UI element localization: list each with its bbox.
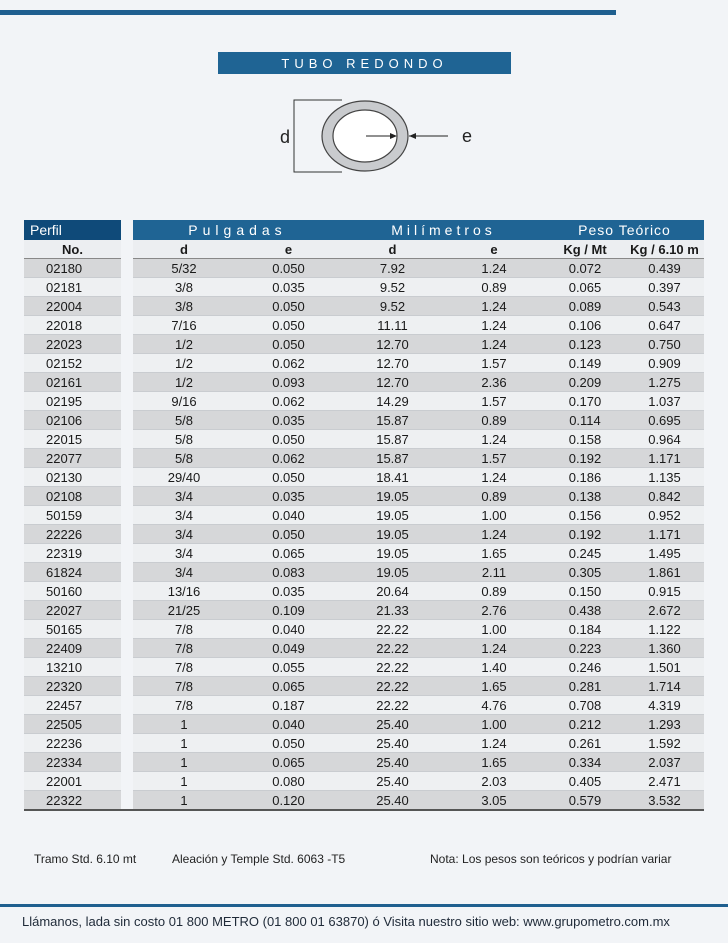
table-cell: 0.964 [625,430,704,449]
note-pesos: Nota: Los pesos son teóricos y podrían variar [430,852,672,866]
table-cell: 3/4 [133,525,235,544]
table-row [24,468,704,487]
table-row [24,734,704,753]
table-cell: 0.040 [235,715,342,734]
table-cell: 0.050 [235,259,342,278]
table-cell: 18.41 [342,468,443,487]
table-row [24,259,704,278]
table-cell: 1.24 [443,525,545,544]
table-cell: 22077 [24,449,121,468]
table-cell: 22236 [24,734,121,753]
table-cell: 0.149 [545,354,625,373]
footer-contact: Llámanos, lada sin costo 01 800 METRO (01 800 01 63870) ó Visita nuestro sitio web: www.grupometro.com.mx [22,914,670,929]
table-cell: 0.035 [235,411,342,430]
table-cell: 0.842 [625,487,704,506]
table-row [24,430,704,449]
table-cell: 0.050 [235,335,342,354]
table-cell: 1.65 [443,753,545,772]
table-cell: 13/16 [133,582,235,601]
table-cell: 1.65 [443,544,545,563]
table-cell: 0.050 [235,734,342,753]
table-cell: 0.89 [443,278,545,297]
table-cell: 0.050 [235,316,342,335]
table-cell: 22.22 [342,639,443,658]
table-cell: 2.471 [625,772,704,791]
table-cell: 50159 [24,506,121,525]
table-cell: 0.062 [235,449,342,468]
table-cell: 1.037 [625,392,704,411]
table-cell: 0.334 [545,753,625,772]
table-cell: 2.11 [443,563,545,582]
table-cell: 50160 [24,582,121,601]
table-row [24,449,704,468]
table-cell: 7/8 [133,620,235,639]
table-cell: 1.293 [625,715,704,734]
table-cell: 12.70 [342,354,443,373]
table-cell: 0.050 [235,430,342,449]
table-cell: 0.192 [545,525,625,544]
table-cell: 1.00 [443,620,545,639]
table-cell: 02108 [24,487,121,506]
table-cell: 25.40 [342,734,443,753]
table-cell: 1.171 [625,525,704,544]
column-header-row [24,240,704,259]
table-cell: 1.24 [443,335,545,354]
table-cell: 1.57 [443,354,545,373]
table-cell: 1.360 [625,639,704,658]
table-cell: 7/8 [133,677,235,696]
specs-table [24,240,704,811]
table-cell: 0.040 [235,620,342,639]
table-cell: 0.192 [545,449,625,468]
table-cell: 5/8 [133,430,235,449]
group-peso: Peso Teórico [578,222,671,238]
table-cell: 0.750 [625,335,704,354]
table-row [24,658,704,677]
table-cell: 1.122 [625,620,704,639]
group-pulgadas: Pulgadas [188,222,287,238]
table-cell: 0.120 [235,791,342,811]
table-cell: 0.080 [235,772,342,791]
table-cell: 9.52 [342,278,443,297]
table-cell: 15.87 [342,411,443,430]
table-cell: 02161 [24,373,121,392]
table-cell: 22457 [24,696,121,715]
table-cell: 0.109 [235,601,342,620]
table-cell: 2.03 [443,772,545,791]
table-cell: 02181 [24,278,121,297]
table-row [24,582,704,601]
table-cell: 7.92 [342,259,443,278]
table-cell: 1/2 [133,335,235,354]
table-cell: 3.05 [443,791,545,811]
table-cell: 0.246 [545,658,625,677]
table-body [24,259,704,811]
column-header: Kg / Mt [545,240,625,259]
table-cell: 0.261 [545,734,625,753]
table-cell: 22409 [24,639,121,658]
table-cell: 0.438 [545,601,625,620]
table-cell: 0.209 [545,373,625,392]
page-title: TUBO REDONDO [218,52,511,74]
table-cell: 0.89 [443,582,545,601]
table-cell: 1.24 [443,468,545,487]
table-cell: 1.24 [443,639,545,658]
table-row [24,696,704,715]
tube-cross-section-diagram [280,92,480,178]
table-cell: 0.89 [443,487,545,506]
table-cell: 0.281 [545,677,625,696]
table-row [24,525,704,544]
table-row [24,316,704,335]
table-cell: 1.24 [443,316,545,335]
table-row [24,563,704,582]
table-cell: 21/25 [133,601,235,620]
table-cell: 13210 [24,658,121,677]
table-cell: 0.245 [545,544,625,563]
table-cell: 2.76 [443,601,545,620]
table-cell: 1 [133,715,235,734]
table-cell: 7/8 [133,696,235,715]
table-row [24,411,704,430]
table-cell: 1.24 [443,297,545,316]
table-cell: 25.40 [342,753,443,772]
table-cell: 1.714 [625,677,704,696]
table-row [24,392,704,411]
table-cell: 0.405 [545,772,625,791]
table-row [24,506,704,525]
table-cell: 4.319 [625,696,704,715]
group-milimetros: Milímetros [391,222,496,238]
table-cell: 1.24 [443,734,545,753]
table-cell: 1/2 [133,354,235,373]
table-cell: 1.65 [443,677,545,696]
table-cell: 22.22 [342,620,443,639]
footer-rule [0,904,728,907]
table-row [24,715,704,734]
table-cell: 9/16 [133,392,235,411]
table-cell: 02152 [24,354,121,373]
table-cell: 22023 [24,335,121,354]
table-row [24,354,704,373]
table-cell: 0.050 [235,468,342,487]
table-cell: 0.543 [625,297,704,316]
table-cell: 3/4 [133,563,235,582]
table-cell: 0.579 [545,791,625,811]
note-tramo: Tramo Std. 6.10 mt [34,852,137,866]
table-cell: 1.861 [625,563,704,582]
top-rule [0,10,616,15]
table-cell: 22319 [24,544,121,563]
column-header: Kg / 6.10 m [625,240,704,259]
table-row [24,677,704,696]
table-cell: 22004 [24,297,121,316]
table-cell: 1 [133,734,235,753]
table-cell: 3/8 [133,278,235,297]
table-cell: 2.037 [625,753,704,772]
table-cell: 1.00 [443,715,545,734]
table-cell: 22.22 [342,658,443,677]
table-cell: 14.29 [342,392,443,411]
table-row [24,620,704,639]
table-cell: 0.114 [545,411,625,430]
table-cell: 25.40 [342,791,443,811]
table-cell: 0.040 [235,506,342,525]
table-cell: 02180 [24,259,121,278]
table-cell: 2.672 [625,601,704,620]
table-cell: 22.22 [342,696,443,715]
table-cell: 29/40 [133,468,235,487]
table-cell: 50165 [24,620,121,639]
table-cell: 0.065 [235,677,342,696]
table-cell: 25.40 [342,772,443,791]
table-cell: 0.695 [625,411,704,430]
table-cell: 0.089 [545,297,625,316]
table-cell: 5/32 [133,259,235,278]
table-cell: 12.70 [342,373,443,392]
column-header: No. [24,240,121,259]
table-cell: 0.035 [235,582,342,601]
table-row [24,335,704,354]
thickness-label: e [462,126,473,146]
table-cell: 1.495 [625,544,704,563]
table-cell: 0.062 [235,354,342,373]
table-cell: 22505 [24,715,121,734]
table-cell: 21.33 [342,601,443,620]
table-cell: 7/8 [133,658,235,677]
table-cell: 3/4 [133,487,235,506]
table-cell: 0.138 [545,487,625,506]
table-cell: 4.76 [443,696,545,715]
table-row [24,791,704,811]
table-cell: 0.072 [545,259,625,278]
table-cell: 0.065 [235,544,342,563]
table-cell: 3/4 [133,506,235,525]
table-cell: 19.05 [342,506,443,525]
table-row [24,753,704,772]
table-cell: 0.397 [625,278,704,297]
table-cell: 25.40 [342,715,443,734]
table-cell: 19.05 [342,563,443,582]
note-aleacion: Aleación y Temple Std. 6063 -T5 [172,852,346,866]
table-cell: 0.062 [235,392,342,411]
table-row [24,373,704,392]
table-cell: 1.275 [625,373,704,392]
group-perfil: Perfil [24,220,121,240]
table-cell: 22018 [24,316,121,335]
table-cell: 3/4 [133,544,235,563]
table-cell: 1.57 [443,449,545,468]
table-cell: 0.150 [545,582,625,601]
table-cell: 5/8 [133,411,235,430]
table-cell: 1.171 [625,449,704,468]
table-cell: 0.106 [545,316,625,335]
table-cell: 7/8 [133,639,235,658]
table-row [24,544,704,563]
table-cell: 0.049 [235,639,342,658]
table-cell: 1 [133,791,235,811]
column-header: e [443,240,545,259]
table-cell: 1.57 [443,392,545,411]
table-cell: 5/8 [133,449,235,468]
table-cell: 22027 [24,601,121,620]
table-cell: 0.184 [545,620,625,639]
table-row [24,278,704,297]
table-cell: 2.36 [443,373,545,392]
table-cell: 0.156 [545,506,625,525]
table-cell: 0.158 [545,430,625,449]
table-cell: 22322 [24,791,121,811]
column-header: d [342,240,443,259]
table-cell: 0.915 [625,582,704,601]
table-cell: 22001 [24,772,121,791]
table-cell: 0.647 [625,316,704,335]
table-row [24,772,704,791]
table-cell: 11.11 [342,316,443,335]
column-header: d [133,240,235,259]
table-cell: 0.305 [545,563,625,582]
table-cell: 0.055 [235,658,342,677]
table-cell: 22015 [24,430,121,449]
table-cell: 9.52 [342,297,443,316]
table-cell: 0.223 [545,639,625,658]
table-cell: 02195 [24,392,121,411]
table-cell: 22320 [24,677,121,696]
table-cell: 0.212 [545,715,625,734]
table-row [24,639,704,658]
table-row [24,601,704,620]
table-cell: 1.00 [443,506,545,525]
table-cell: 19.05 [342,544,443,563]
table-cell: 19.05 [342,525,443,544]
table-cell: 02130 [24,468,121,487]
table-cell: 3.532 [625,791,704,811]
column-header: e [235,240,342,259]
table-cell: 0.035 [235,278,342,297]
table-cell: 0.187 [235,696,342,715]
table-cell: 22.22 [342,677,443,696]
table-cell: 0.170 [545,392,625,411]
table-row [24,487,704,506]
table-cell: 19.05 [342,487,443,506]
specs-table-container [24,220,704,811]
table-cell: 0.050 [235,525,342,544]
table-row [24,297,704,316]
table-cell: 7/16 [133,316,235,335]
table-cell: 0.065 [545,278,625,297]
table-cell: 0.050 [235,297,342,316]
table-cell: 02106 [24,411,121,430]
table-cell: 22334 [24,753,121,772]
table-cell: 3/8 [133,297,235,316]
table-cell: 1.24 [443,430,545,449]
table-cell: 0.035 [235,487,342,506]
table-cell: 1 [133,753,235,772]
table-cell: 12.70 [342,335,443,354]
diameter-label: d [280,127,290,147]
table-cell: 0.093 [235,373,342,392]
table-cell: 1.592 [625,734,704,753]
table-cell: 0.065 [235,753,342,772]
table-cell: 1.40 [443,658,545,677]
table-cell: 0.439 [625,259,704,278]
table-cell: 0.186 [545,468,625,487]
table-cell: 20.64 [342,582,443,601]
table-cell: 15.87 [342,449,443,468]
group-header-row [24,220,704,240]
table-cell: 0.952 [625,506,704,525]
table-cell: 1.501 [625,658,704,677]
table-cell: 0.083 [235,563,342,582]
table-cell: 1 [133,772,235,791]
table-cell: 15.87 [342,430,443,449]
table-cell: 0.708 [545,696,625,715]
table-cell: 61824 [24,563,121,582]
table-cell: 0.89 [443,411,545,430]
table-cell: 22226 [24,525,121,544]
table-cell: 1.135 [625,468,704,487]
table-cell: 1/2 [133,373,235,392]
table-cell: 0.123 [545,335,625,354]
table-cell: 1.24 [443,259,545,278]
table-cell: 0.909 [625,354,704,373]
